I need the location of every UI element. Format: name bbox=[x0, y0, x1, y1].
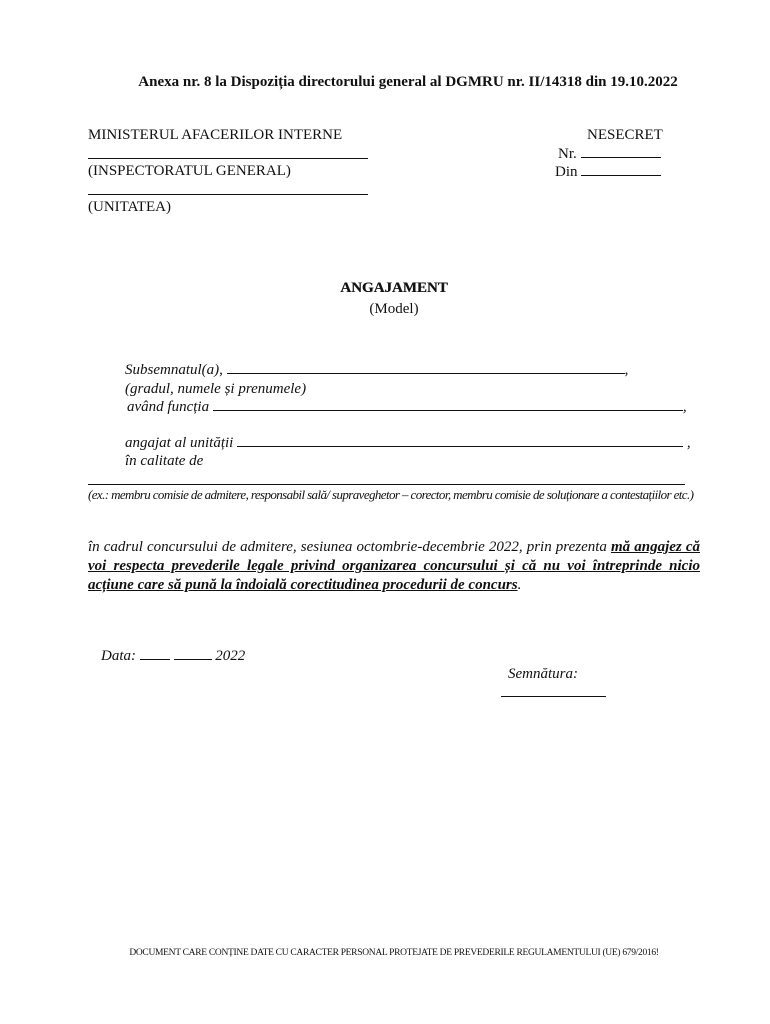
comma: , bbox=[682, 399, 687, 415]
unit-label: (UNITATEA) bbox=[88, 199, 171, 215]
subsemnatul-row bbox=[125, 362, 628, 379]
commitment-intro: în cadrul concursului de admitere, sesiunea octombrie-decembrie 2022, prin prezenta bbox=[88, 539, 611, 555]
din-input-line[interactable] bbox=[581, 175, 661, 176]
date-year: 2022 bbox=[215, 648, 246, 664]
role-input-line[interactable] bbox=[88, 484, 685, 485]
ministry-name: MINISTERUL AFACERILOR INTERNE bbox=[88, 127, 343, 143]
inspectorate-line[interactable] bbox=[88, 158, 368, 159]
date-row bbox=[101, 648, 245, 665]
commitment-emphasis: mă angajez că voi respecta prevederile legale privind organizarea concursului și că nu voi întreprinde nicio acțiune care să pună la îndoială corectitudinea procedurii de concurs bbox=[88, 539, 700, 593]
din-label: Din bbox=[555, 164, 578, 180]
function-input-line[interactable] bbox=[213, 410, 683, 411]
din-field bbox=[555, 164, 661, 181]
comma: , bbox=[686, 435, 691, 451]
functia-label: având funcția bbox=[127, 399, 210, 415]
functia-row bbox=[127, 399, 687, 416]
signature-line[interactable] bbox=[501, 696, 606, 697]
calitate-label: în calitate de bbox=[125, 453, 204, 469]
unitate-label: angajat al unității bbox=[125, 435, 234, 451]
commitment-end: . bbox=[517, 577, 522, 593]
date-month-line[interactable] bbox=[174, 659, 212, 660]
classification-label: NESECRET bbox=[587, 127, 663, 143]
date-label: Data: bbox=[101, 648, 136, 664]
name-input-line[interactable] bbox=[227, 373, 625, 374]
inspectorate-label: (INSPECTORATUL GENERAL) bbox=[88, 163, 291, 179]
gradul-hint: (gradul, numele și prenumele) bbox=[125, 381, 307, 397]
unitate-row bbox=[125, 435, 691, 452]
document-subtitle: (Model) bbox=[369, 301, 419, 317]
unit-line[interactable] bbox=[88, 194, 368, 195]
nr-label: Nr. bbox=[558, 146, 577, 162]
comma: , bbox=[624, 362, 629, 378]
document-title: ANGAJAMENT bbox=[340, 280, 448, 296]
nr-field bbox=[558, 146, 661, 163]
date-day-line[interactable] bbox=[140, 659, 170, 660]
subsemnatul-label: Subsemnatul(a), bbox=[125, 362, 223, 378]
footer-notice: DOCUMENT CARE CONȚINE DATE CU CARACTER PERSONAL PROTEJATE DE PREVEDERILE REGULAMENTULUI (UE) 679/2016! bbox=[129, 948, 659, 958]
commitment-paragraph bbox=[88, 538, 700, 595]
unit-input-line[interactable] bbox=[237, 446, 683, 447]
nr-input-line[interactable] bbox=[581, 157, 661, 158]
role-examples: (ex.: membru comisie de admitere, responsabil sală/ supraveghetor – corector, membru comisie de soluționare a contestațiilor etc.) bbox=[88, 487, 694, 502]
annex-title: Anexa nr. 8 la Dispoziția directorului general al DGMRU nr. II/14318 din 19.10.2022 bbox=[138, 74, 678, 90]
signature-label: Semnătura: bbox=[508, 666, 578, 682]
